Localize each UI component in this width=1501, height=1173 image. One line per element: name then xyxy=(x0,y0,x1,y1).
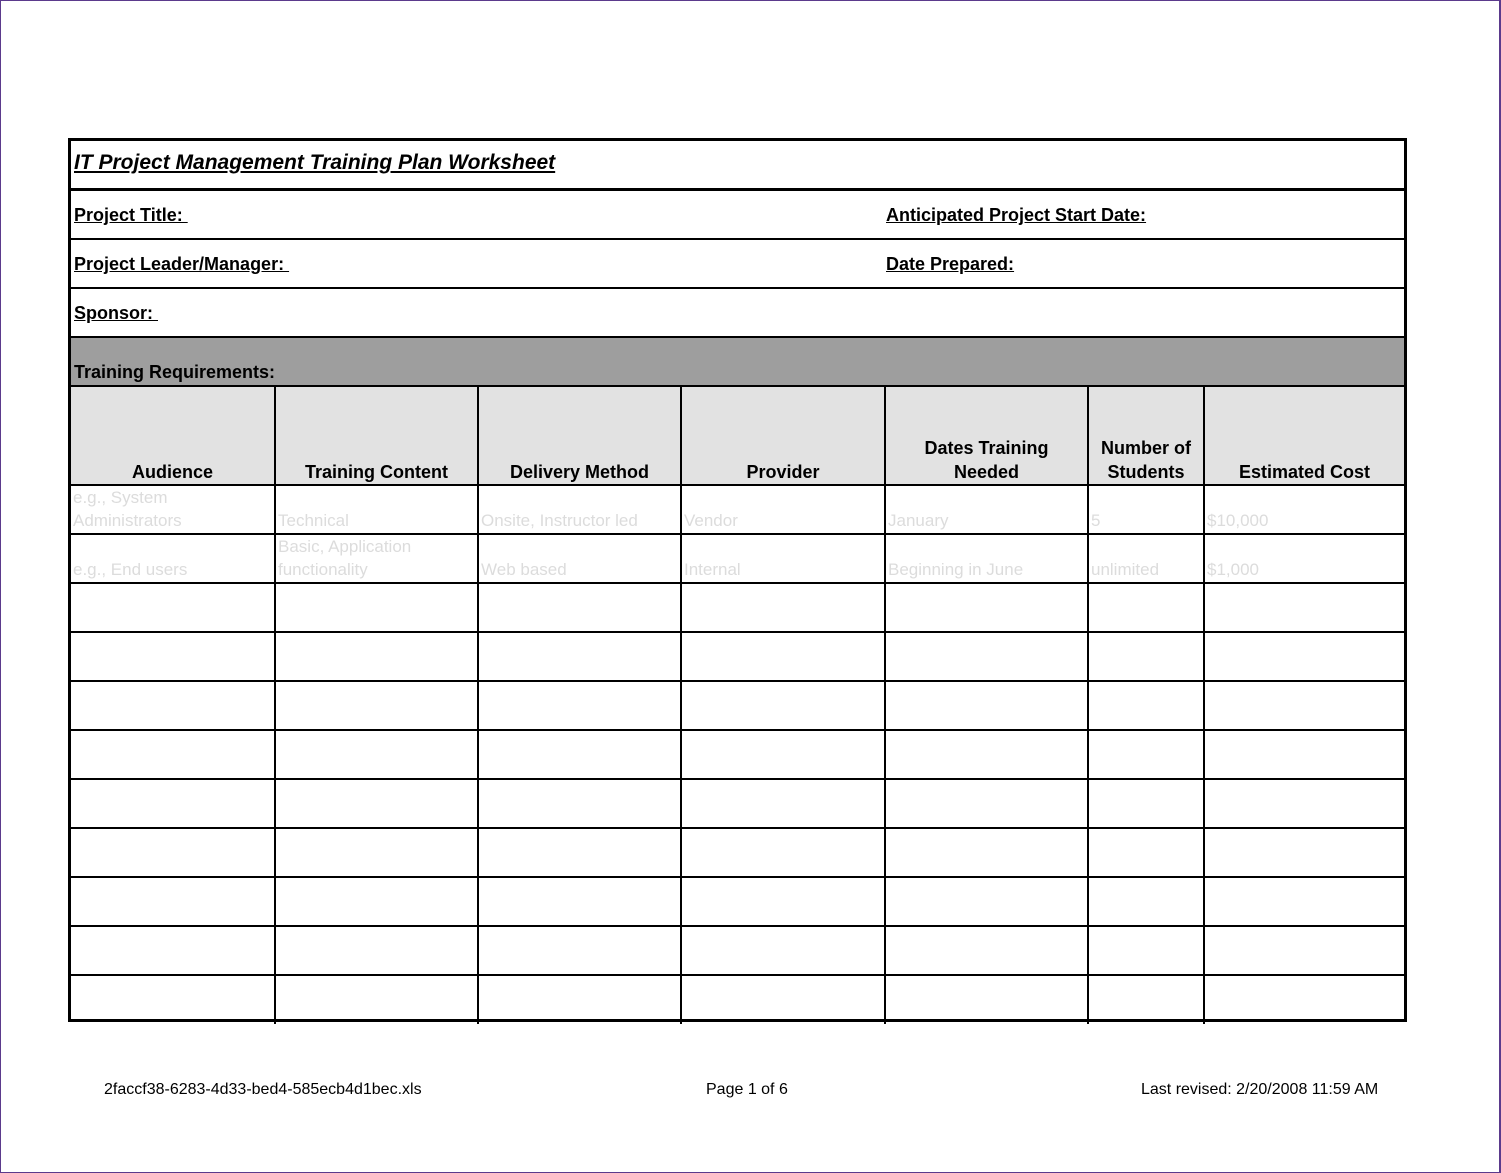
table-row xyxy=(71,681,1404,730)
project-leader-row[interactable] xyxy=(71,240,1404,289)
cell-training-content[interactable] xyxy=(275,779,478,828)
cell-dates-needed[interactable] xyxy=(885,583,1088,632)
table-row xyxy=(71,534,1404,583)
cell-audience[interactable]: e.g., End users xyxy=(71,534,275,583)
cell-provider[interactable] xyxy=(681,632,885,681)
training-requirements-label: Training Requirements: xyxy=(74,362,276,382)
cell-provider[interactable] xyxy=(681,583,885,632)
cell-estimated-cost[interactable] xyxy=(1204,926,1404,975)
header-provider: Provider xyxy=(681,387,885,485)
table-row xyxy=(71,877,1404,926)
table-header-row xyxy=(71,387,1404,485)
cell-delivery-method[interactable] xyxy=(478,583,681,632)
table-row xyxy=(71,975,1404,1024)
cell-dates-needed[interactable] xyxy=(885,926,1088,975)
cell-delivery-method[interactable] xyxy=(478,828,681,877)
cell-delivery-method[interactable] xyxy=(478,877,681,926)
cell-training-content[interactable] xyxy=(275,632,478,681)
table-row xyxy=(71,485,1404,534)
cell-audience[interactable] xyxy=(71,632,275,681)
training-requirements-header xyxy=(71,338,1404,387)
cell-training-content[interactable] xyxy=(275,926,478,975)
cell-estimated-cost[interactable] xyxy=(1204,975,1404,1024)
header-audience: Audience xyxy=(71,387,275,485)
cell-number-of-students[interactable] xyxy=(1088,779,1204,828)
table-row xyxy=(71,583,1404,632)
cell-dates-needed[interactable] xyxy=(885,681,1088,730)
table-row xyxy=(71,730,1404,779)
cell-delivery-method[interactable] xyxy=(478,730,681,779)
table-row xyxy=(71,828,1404,877)
cell-dates-needed[interactable] xyxy=(885,632,1088,681)
header-number-of-students: Number of Students xyxy=(1088,387,1204,485)
cell-estimated-cost[interactable] xyxy=(1204,730,1404,779)
cell-audience[interactable]: e.g., System Administrators xyxy=(71,485,275,534)
cell-provider[interactable] xyxy=(681,828,885,877)
cell-delivery-method[interactable]: Onsite, Instructor led xyxy=(478,485,681,534)
cell-training-content[interactable]: Basic, Application functionality xyxy=(275,534,478,583)
cell-audience[interactable] xyxy=(71,828,275,877)
table-row xyxy=(71,779,1404,828)
cell-number-of-students[interactable] xyxy=(1088,926,1204,975)
cell-estimated-cost[interactable]: $1,000 xyxy=(1204,534,1404,583)
cell-training-content[interactable] xyxy=(275,681,478,730)
cell-dates-needed[interactable] xyxy=(885,730,1088,779)
worksheet xyxy=(68,138,1407,1022)
sponsor-row[interactable] xyxy=(71,289,1404,338)
footer-page-number: Page 1 of 6 xyxy=(706,1081,788,1098)
cell-provider[interactable]: Internal xyxy=(681,534,885,583)
cell-estimated-cost[interactable] xyxy=(1204,681,1404,730)
cell-provider[interactable] xyxy=(681,779,885,828)
project-title-label: Project Title: xyxy=(74,205,188,225)
cell-provider[interactable] xyxy=(681,877,885,926)
cell-audience[interactable] xyxy=(71,877,275,926)
cell-estimated-cost[interactable] xyxy=(1204,828,1404,877)
cell-number-of-students[interactable] xyxy=(1088,632,1204,681)
project-title-row[interactable] xyxy=(71,191,1404,240)
cell-training-content[interactable] xyxy=(275,877,478,926)
cell-number-of-students[interactable] xyxy=(1088,730,1204,779)
cell-estimated-cost[interactable]: $10,000 xyxy=(1204,485,1404,534)
project-leader-label: Project Leader/Manager: xyxy=(74,254,290,274)
cell-provider[interactable] xyxy=(681,730,885,779)
cell-number-of-students[interactable] xyxy=(1088,877,1204,926)
cell-training-content[interactable] xyxy=(275,583,478,632)
footer-filename: 2faccf38-6283-4d33-bed4-585ecb4d1bec.xls xyxy=(104,1081,422,1098)
cell-dates-needed[interactable]: January xyxy=(885,485,1088,534)
cell-number-of-students[interactable]: 5 xyxy=(1088,485,1204,534)
cell-dates-needed[interactable] xyxy=(885,877,1088,926)
cell-audience[interactable] xyxy=(71,681,275,730)
cell-audience[interactable] xyxy=(71,779,275,828)
cell-provider[interactable] xyxy=(681,975,885,1024)
cell-provider[interactable]: Vendor xyxy=(681,485,885,534)
cell-delivery-method[interactable] xyxy=(478,926,681,975)
cell-dates-needed[interactable] xyxy=(885,975,1088,1024)
cell-number-of-students[interactable] xyxy=(1088,828,1204,877)
title-row xyxy=(71,141,1404,191)
table-row xyxy=(71,926,1404,975)
cell-delivery-method[interactable] xyxy=(478,779,681,828)
cell-delivery-method[interactable] xyxy=(478,632,681,681)
cell-estimated-cost[interactable] xyxy=(1204,583,1404,632)
cell-delivery-method[interactable]: Web based xyxy=(478,534,681,583)
cell-estimated-cost[interactable] xyxy=(1204,877,1404,926)
cell-number-of-students[interactable] xyxy=(1088,583,1204,632)
header-dates-needed: Dates Training Needed xyxy=(885,387,1088,485)
cell-provider[interactable] xyxy=(681,681,885,730)
cell-number-of-students[interactable]: unlimited xyxy=(1088,534,1204,583)
cell-training-content[interactable] xyxy=(275,975,478,1024)
cell-estimated-cost[interactable] xyxy=(1204,779,1404,828)
cell-delivery-method[interactable] xyxy=(478,681,681,730)
cell-training-content[interactable] xyxy=(275,828,478,877)
cell-audience[interactable] xyxy=(71,926,275,975)
header-delivery-method: Delivery Method xyxy=(478,387,681,485)
worksheet-title: IT Project Management Training Plan Worksheet xyxy=(74,151,556,174)
footer-last-revised: Last revised: 2/20/2008 11:59 AM xyxy=(1141,1081,1379,1098)
cell-audience[interactable] xyxy=(71,975,275,1024)
cell-estimated-cost[interactable] xyxy=(1204,632,1404,681)
cell-delivery-method[interactable] xyxy=(478,975,681,1024)
date-prepared-label: Date Prepared: xyxy=(886,254,1015,274)
table-row xyxy=(71,632,1404,681)
cell-audience[interactable] xyxy=(71,730,275,779)
cell-number-of-students[interactable] xyxy=(1088,681,1204,730)
header-training-content: Training Content xyxy=(275,387,478,485)
cell-dates-needed[interactable] xyxy=(885,779,1088,828)
training-table xyxy=(71,387,1404,1024)
cell-training-content[interactable]: Technical xyxy=(275,485,478,534)
cell-dates-needed[interactable] xyxy=(885,828,1088,877)
start-date-label: Anticipated Project Start Date: xyxy=(886,205,1147,225)
cell-training-content[interactable] xyxy=(275,730,478,779)
cell-dates-needed[interactable]: Beginning in June xyxy=(885,534,1088,583)
header-estimated-cost: Estimated Cost xyxy=(1204,387,1404,485)
cell-audience[interactable] xyxy=(71,583,275,632)
cell-number-of-students[interactable] xyxy=(1088,975,1204,1024)
cell-provider[interactable] xyxy=(681,926,885,975)
sponsor-label: Sponsor: xyxy=(74,303,158,323)
